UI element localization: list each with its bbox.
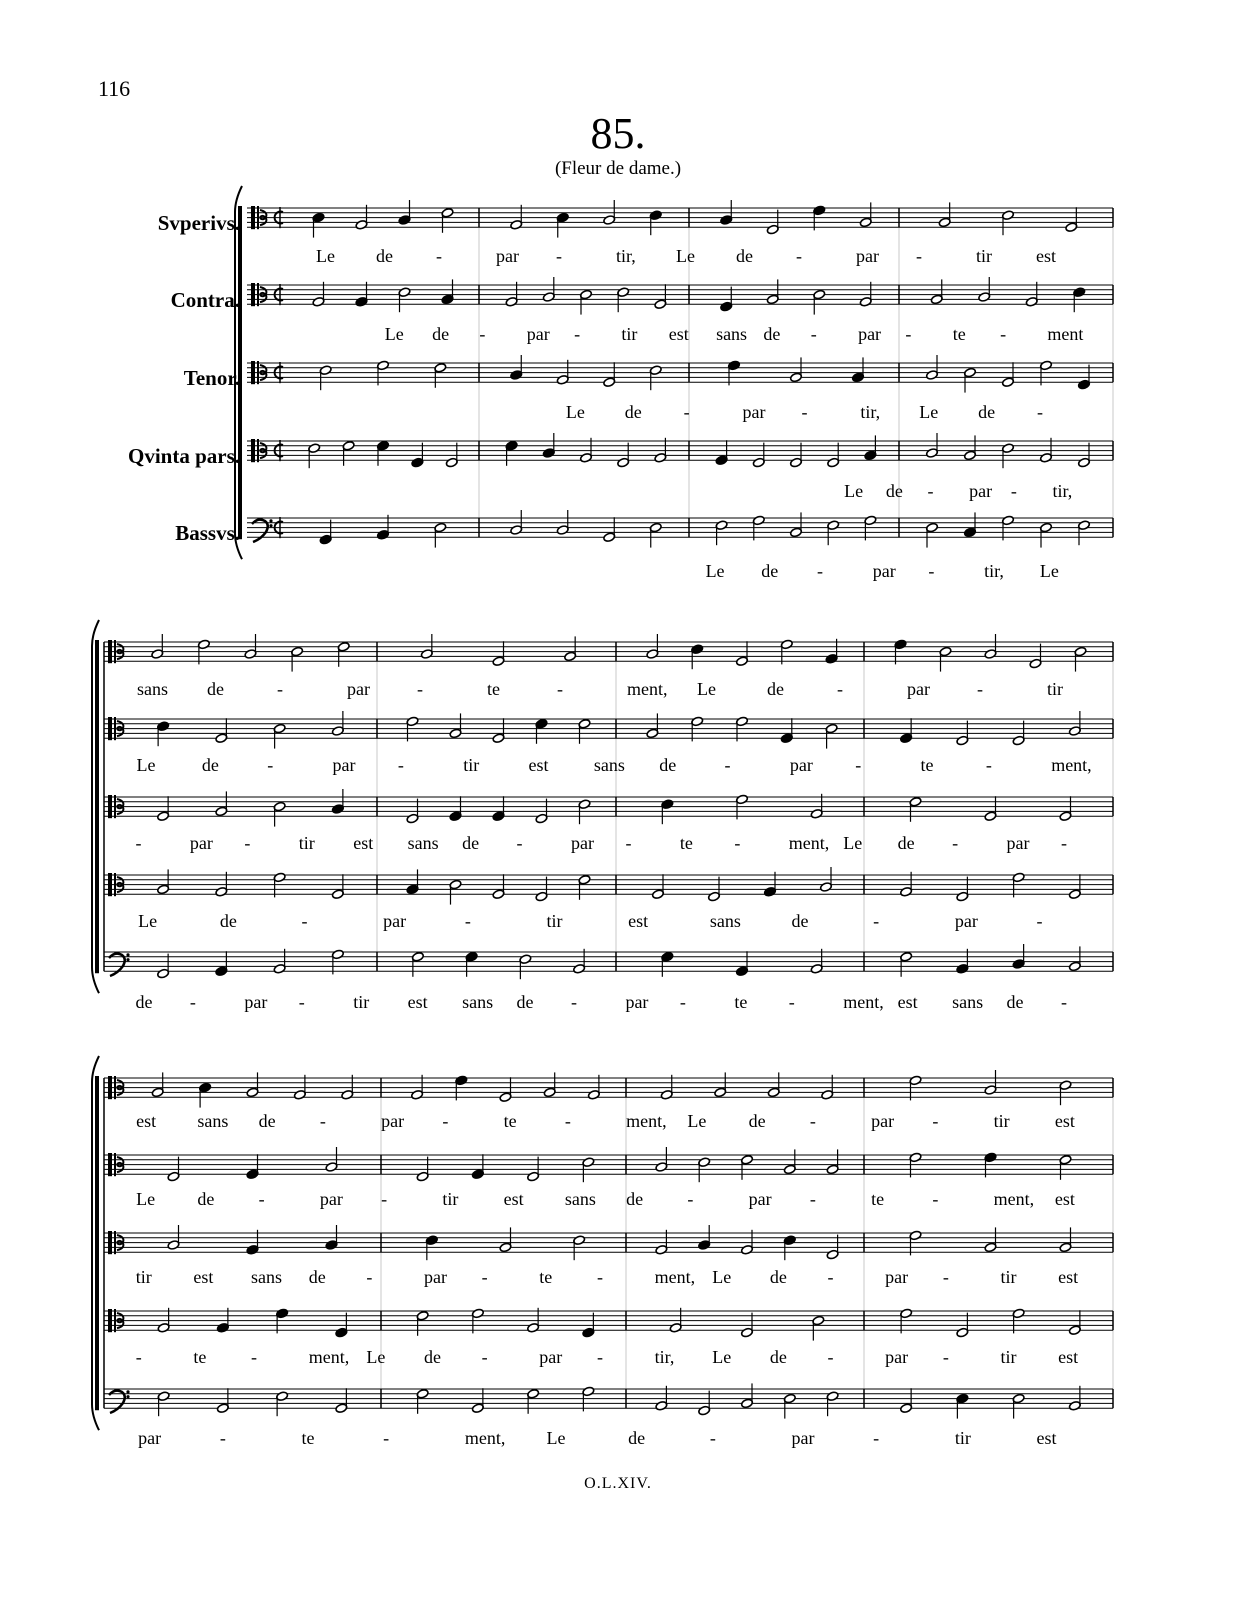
c-clef-icon <box>108 640 112 663</box>
lyric-syllable: - <box>258 1189 265 1209</box>
c-clef-icon <box>114 640 116 663</box>
lyric-syllable: par <box>244 992 268 1012</box>
lyric-syllable: sans <box>137 679 168 699</box>
lyric-syllable: de <box>516 992 534 1012</box>
c-clef-icon <box>108 717 112 740</box>
lyric-syllable: Le <box>136 755 156 775</box>
lyric-syllable: par <box>347 679 370 699</box>
lyric-syllable: tir, <box>984 561 1004 581</box>
lyric-syllable: - <box>734 833 741 853</box>
c-clef-icon <box>251 439 255 462</box>
lyric-syllable: par <box>526 324 550 344</box>
lyric-syllable: de <box>769 1267 787 1287</box>
lyric-syllable: - <box>219 1428 226 1448</box>
lyric-syllable: de <box>424 1347 441 1367</box>
lyric-syllable: ment, <box>843 992 884 1012</box>
c-clef-icon <box>257 361 259 384</box>
lyric-syllable: - <box>189 992 196 1012</box>
lyric-syllable: ment, <box>1051 755 1092 775</box>
c-clef-icon <box>251 361 255 384</box>
lyric-syllable: de <box>308 1267 326 1287</box>
lyric-syllable: - <box>977 679 983 699</box>
lyric-syllable: tir <box>993 1111 1010 1131</box>
lyric-syllable: sans <box>251 1267 283 1287</box>
c-clef-icon <box>108 873 112 896</box>
lyric-syllable: Le <box>697 679 716 699</box>
lyric-syllable: est <box>1054 1189 1075 1209</box>
lyric-syllable: par <box>791 1428 815 1448</box>
lyric-syllable: - <box>479 324 486 344</box>
lyric-syllable: Le <box>546 1428 566 1448</box>
lyric-syllable: de <box>885 481 903 501</box>
lyric-syllable: - <box>571 992 577 1012</box>
c-clef-icon <box>257 206 259 229</box>
lyric-syllable: - <box>1061 833 1067 853</box>
lyric-syllable: ment, <box>788 833 830 853</box>
lyric-syllable: - <box>788 992 795 1012</box>
lyric-syllable: de <box>761 561 779 581</box>
lyric-syllable: - <box>464 911 471 931</box>
lyric-syllable: de <box>219 911 237 931</box>
lyric-syllable: est <box>1054 1111 1075 1131</box>
lyric-syllable: Le <box>565 402 585 422</box>
lyric-syllable: est <box>1058 1267 1079 1287</box>
lyric-syllable: - <box>1037 402 1043 422</box>
lyric-syllable: - <box>928 561 935 581</box>
c-clef-icon <box>108 795 112 818</box>
lyric-syllable: - <box>687 1189 694 1209</box>
lyric-syllable: - <box>564 1111 571 1131</box>
f-clef-icon <box>126 1395 129 1398</box>
lyric-syllable: - <box>556 246 562 266</box>
lyric-syllable: - <box>481 1347 488 1367</box>
lyric-syllable: tir <box>135 1267 152 1287</box>
lyric-syllable: par <box>539 1347 563 1367</box>
lyric-syllable: ment, <box>627 679 668 699</box>
lyric-syllable: de <box>462 833 480 853</box>
footer-signature: O.L.XIV. <box>584 1475 652 1492</box>
lyric-syllable: tir <box>442 1189 459 1209</box>
lyric-syllable: par <box>872 561 896 581</box>
lyric-syllable: - <box>1010 481 1017 501</box>
lyric-syllable: - <box>837 679 843 699</box>
c-clef-icon <box>108 1153 112 1176</box>
lyric-syllable: - <box>251 1347 258 1367</box>
lyric-syllable: - <box>873 1428 880 1448</box>
lyric-syllable: de <box>659 755 677 775</box>
lyric-syllable: par <box>1006 833 1030 853</box>
lyric-syllable: - <box>679 992 686 1012</box>
c-clef-icon <box>251 283 255 306</box>
lyric-syllable: - <box>596 1347 603 1367</box>
page-number: 116 <box>98 76 131 101</box>
lyric-syllable: Le <box>919 402 939 422</box>
lyric-syllable: tir <box>1000 1347 1017 1367</box>
lyric-syllable: sans <box>716 324 748 344</box>
c-clef-icon <box>114 1231 116 1254</box>
c-clef-icon <box>114 795 116 818</box>
lyric-syllable: Le <box>712 1347 732 1367</box>
lyric-syllable: par <box>424 1267 447 1287</box>
c-clef-icon <box>108 1309 112 1332</box>
c-clef-icon <box>114 1309 116 1332</box>
lyric-syllable: - <box>574 324 581 344</box>
lyric-syllable: tir, <box>616 246 636 266</box>
c-clef-icon <box>257 283 259 306</box>
lyric-syllable: de <box>1006 992 1024 1012</box>
lyric-syllable: par <box>332 755 356 775</box>
lyric-syllable: Le <box>138 911 158 931</box>
lyric-syllable: te <box>679 833 693 853</box>
lyric-syllable: est <box>1036 1428 1057 1448</box>
c-clef-icon <box>108 1076 112 1099</box>
lyric-syllable: te <box>193 1347 207 1367</box>
lyric-syllable: - <box>683 402 690 422</box>
lyric-syllable: - <box>481 1267 488 1287</box>
lyric-syllable: tir <box>976 246 992 266</box>
lyric-syllable: - <box>916 246 922 266</box>
lyric-syllable: sans <box>593 755 625 775</box>
lyric-syllable: de <box>897 833 915 853</box>
lyric-syllable: - <box>298 992 305 1012</box>
lyric-syllable: te <box>871 1189 885 1209</box>
voice-name-tenor: Tenor. <box>183 366 240 390</box>
lyric-syllable: par <box>381 1111 405 1131</box>
lyric-syllable: - <box>381 1189 388 1209</box>
lyric-syllable: par <box>571 833 594 853</box>
lyric-syllable: par <box>496 246 519 266</box>
lyric-syllable: de <box>748 1111 766 1131</box>
lyric-syllable: par <box>954 911 978 931</box>
f-clef-icon <box>269 524 272 527</box>
lyric-syllable: - <box>625 833 632 853</box>
c-clef-icon <box>114 717 116 740</box>
lyric-syllable: - <box>366 1267 373 1287</box>
lyric-syllable: - <box>135 833 142 853</box>
voice-name-bassus: Bassvs. <box>175 521 240 545</box>
lyric-syllable: - <box>277 679 283 699</box>
lyric-syllable: est <box>1036 246 1056 266</box>
lyric-syllable: - <box>135 1347 142 1367</box>
lyric-syllable: sans <box>197 1111 229 1131</box>
lyric-syllable: par <box>383 911 407 931</box>
lyric-syllable: Le <box>316 246 335 266</box>
lyric-syllable: sans <box>407 833 439 853</box>
lyric-syllable: par <box>856 246 879 266</box>
lyric-syllable: ment, <box>654 1267 696 1287</box>
lyric-syllable: Le <box>136 1189 156 1209</box>
lyric-syllable: - <box>809 1111 816 1131</box>
lyric-syllable: est <box>628 911 649 931</box>
lyric-syllable: - <box>985 755 992 775</box>
c-clef-icon <box>114 873 116 896</box>
lyric-syllable: tir <box>1000 1267 1017 1287</box>
lyric-syllable: - <box>942 1267 949 1287</box>
lyric-syllable: - <box>942 1347 949 1367</box>
lyric-syllable: - <box>436 246 442 266</box>
lyric-syllable: tir <box>353 992 370 1012</box>
lyric-syllable: est <box>1058 1347 1079 1367</box>
lyric-syllable: tir <box>298 833 315 853</box>
lyric-syllable: par <box>189 833 213 853</box>
lyric-syllable: est <box>353 833 374 853</box>
lyric-syllable: de <box>201 755 219 775</box>
lyric-syllable: tir <box>621 324 638 344</box>
c-clef-icon <box>257 439 259 462</box>
lyric-syllable: - <box>796 246 802 266</box>
lyric-syllable: ment, <box>464 1428 506 1448</box>
lyric-syllable: est <box>193 1267 214 1287</box>
lyric-syllable: tir <box>1047 679 1063 699</box>
lyric-syllable: par <box>907 679 930 699</box>
lyric-syllable: sans <box>952 992 984 1012</box>
lyric-syllable: tir <box>463 755 480 775</box>
lyric-syllable: de <box>376 246 393 266</box>
lyric-syllable: - <box>817 561 823 581</box>
lyric-syllable: Le <box>705 561 725 581</box>
lyric-syllable: te <box>539 1267 553 1287</box>
lyric-syllable: - <box>596 1267 603 1287</box>
lyric-syllable: de <box>769 1347 787 1367</box>
f-clef-icon <box>126 953 129 956</box>
lyric-syllable: est <box>136 1111 157 1131</box>
lyric-syllable: - <box>1036 911 1043 931</box>
lyric-syllable: par <box>625 992 649 1012</box>
lyric-syllable: sans <box>564 1189 596 1209</box>
lyric-syllable: - <box>952 833 959 853</box>
lyric-syllable: - <box>267 755 274 775</box>
lyric-syllable: - <box>827 1347 834 1367</box>
lyric-syllable: de <box>978 402 996 422</box>
lyric-syllable: - <box>827 1267 834 1287</box>
piece-subtitle: (Fleur de dame.) <box>554 158 682 179</box>
lyric-syllable: de <box>736 246 753 266</box>
lyric-syllable: de <box>763 324 781 344</box>
lyric-syllable: Le <box>844 481 864 501</box>
lyric-syllable: Le <box>676 246 695 266</box>
lyric-syllable: - <box>244 833 251 853</box>
lyric-syllable: par <box>748 1189 772 1209</box>
lyric-syllable: est <box>407 992 428 1012</box>
lyric-syllable: ment, <box>626 1111 667 1131</box>
lyric-syllable: est <box>897 992 918 1012</box>
voice-name-contra: Contra. <box>170 288 240 312</box>
piece-title: 85. <box>590 109 646 158</box>
lyric-syllable: - <box>319 1111 326 1131</box>
lyric-syllable: par <box>742 402 766 422</box>
lyric-syllable: tir, <box>860 402 881 422</box>
c-clef-icon <box>114 1153 116 1176</box>
f-clef-icon <box>126 958 129 961</box>
lyric-syllable: Le <box>687 1111 707 1131</box>
lyric-syllable: tir, <box>654 1347 675 1367</box>
f-clef-icon <box>126 1390 129 1393</box>
lyric-syllable: par <box>871 1111 895 1131</box>
lyric-syllable: tir, <box>1052 481 1073 501</box>
lyric-syllable: par <box>789 755 813 775</box>
lyric-syllable: - <box>873 911 880 931</box>
lyric-syllable: par <box>319 1189 343 1209</box>
lyric-syllable: Le <box>1039 561 1059 581</box>
lyric-syllable: ment, <box>993 1189 1035 1209</box>
lyric-syllable: te <box>734 992 748 1012</box>
lyric-syllable: tir <box>546 911 563 931</box>
lyric-syllable: Le <box>843 833 863 853</box>
lyric-syllable: - <box>709 1428 716 1448</box>
lyric-syllable: de <box>135 992 153 1012</box>
lyric-syllable: - <box>516 833 523 853</box>
lyric-syllable: de <box>624 402 642 422</box>
lyric-syllable: te <box>920 755 934 775</box>
lyric-syllable: par <box>138 1428 162 1448</box>
voice-name-superius: Svperivs. <box>157 211 240 235</box>
lyric-syllable: te <box>952 324 966 344</box>
c-clef-icon <box>114 1076 116 1099</box>
lyric-syllable: Le <box>366 1347 386 1367</box>
lyric-syllable: de <box>197 1189 215 1209</box>
lyric-syllable: ment <box>1047 324 1084 344</box>
c-clef-icon <box>251 206 255 229</box>
lyric-syllable: tir <box>954 1428 971 1448</box>
lyric-syllable: - <box>1000 324 1007 344</box>
lyric-syllable: sans <box>462 992 494 1012</box>
lyric-syllable: - <box>1061 992 1067 1012</box>
lyric-syllable: de <box>626 1189 644 1209</box>
lyric-syllable: te <box>503 1111 517 1131</box>
f-clef-icon <box>269 519 272 522</box>
lyric-syllable: est <box>503 1189 524 1209</box>
lyric-syllable: - <box>932 1111 939 1131</box>
lyric-syllable: - <box>442 1111 449 1131</box>
lyric-syllable: de <box>791 911 809 931</box>
lyric-syllable: de <box>628 1428 646 1448</box>
lyric-syllable: par <box>858 324 882 344</box>
lyric-syllable: de <box>207 679 224 699</box>
lyric-syllable: - <box>905 324 912 344</box>
lyric-syllable: - <box>301 911 308 931</box>
lyric-syllable: par <box>885 1267 909 1287</box>
lyric-syllable: - <box>810 324 817 344</box>
lyric-syllable: ment, <box>308 1347 350 1367</box>
c-clef-icon <box>108 1231 112 1254</box>
lyric-syllable: de <box>432 324 450 344</box>
lyric-syllable: - <box>809 1189 816 1209</box>
lyric-syllable: te <box>301 1428 315 1448</box>
lyric-syllable: Le <box>384 324 404 344</box>
lyric-syllable: Le <box>712 1267 732 1287</box>
lyric-syllable: est <box>528 755 549 775</box>
lyric-syllable: - <box>801 402 808 422</box>
lyric-syllable: par <box>885 1347 909 1367</box>
lyric-syllable: - <box>927 481 934 501</box>
lyric-syllable: est <box>668 324 689 344</box>
lyric-syllable: de <box>258 1111 276 1131</box>
lyric-syllable: de <box>767 679 784 699</box>
lyric-syllable: - <box>383 1428 390 1448</box>
lyric-syllable: te <box>487 679 500 699</box>
lyric-syllable: - <box>855 755 862 775</box>
lyric-syllable: - <box>397 755 404 775</box>
lyric-syllable: sans <box>709 911 741 931</box>
lyric-syllable: - <box>557 679 563 699</box>
lyric-syllable: par <box>969 481 993 501</box>
voice-name-quinta-pars: Qvinta pars. <box>127 444 240 468</box>
lyric-syllable: - <box>724 755 731 775</box>
lyric-syllable: - <box>932 1189 939 1209</box>
lyric-syllable: - <box>417 679 423 699</box>
